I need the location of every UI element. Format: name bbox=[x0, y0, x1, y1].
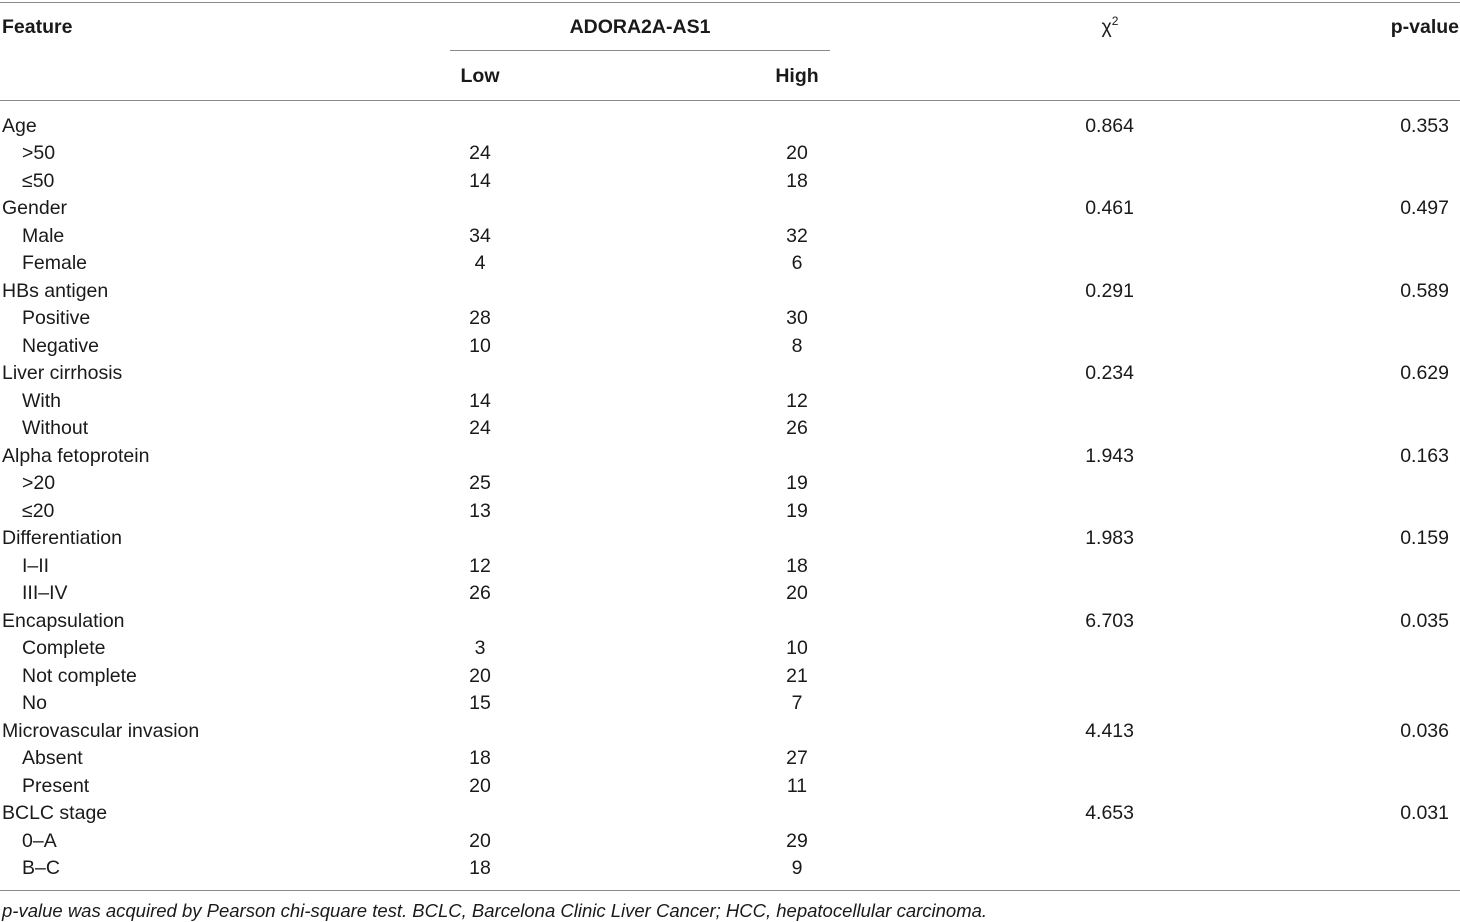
table-row bbox=[0, 470, 1460, 498]
top-rule bbox=[0, 2, 1460, 3]
row-feature: Absent bbox=[22, 747, 83, 769]
row-low-count: 3 bbox=[474, 637, 486, 659]
row-chi-square: 0.291 bbox=[1085, 279, 1134, 302]
row-high-count: 9 bbox=[791, 857, 803, 879]
row-feature: No bbox=[22, 692, 47, 714]
row-feature: Encapsulation bbox=[2, 609, 125, 632]
row-feature: >50 bbox=[22, 142, 56, 164]
row-low-count: 26 bbox=[469, 582, 491, 604]
table-row bbox=[0, 690, 1460, 718]
row-feature: I–II bbox=[22, 554, 50, 577]
row-high-count: 8 bbox=[791, 334, 803, 357]
row-high-count: 18 bbox=[786, 554, 808, 577]
row-feature: BCLC stage bbox=[2, 802, 108, 824]
group-rule bbox=[450, 50, 830, 51]
row-high-count: 7 bbox=[791, 692, 803, 714]
table-row bbox=[0, 443, 1460, 471]
table-row bbox=[0, 113, 1460, 141]
row-pvalue: 0.035 bbox=[1400, 609, 1449, 632]
row-chi-square: 0.234 bbox=[1085, 362, 1134, 384]
row-chi-square: 0.864 bbox=[1085, 114, 1134, 137]
table-row bbox=[0, 415, 1460, 443]
row-feature: >20 bbox=[22, 472, 56, 494]
header-high: High bbox=[775, 65, 819, 87]
table-row bbox=[0, 608, 1460, 636]
row-pvalue: 0.629 bbox=[1400, 362, 1449, 384]
row-feature: Gender bbox=[2, 197, 68, 219]
table-row bbox=[0, 140, 1460, 168]
header-pvalue: p-value bbox=[1390, 16, 1459, 38]
row-chi-square: 1.983 bbox=[1085, 527, 1134, 549]
row-low-count: 20 bbox=[469, 829, 491, 852]
table-row bbox=[0, 333, 1460, 361]
row-chi-square: 4.653 bbox=[1085, 802, 1134, 824]
row-chi-square: 6.703 bbox=[1085, 609, 1134, 632]
row-pvalue: 0.036 bbox=[1400, 719, 1449, 742]
header-rule bbox=[0, 100, 1460, 101]
row-low-count: 20 bbox=[469, 664, 491, 687]
row-low-count: 10 bbox=[469, 334, 491, 357]
header-chi-square bbox=[1060, 15, 1160, 39]
row-feature: B–C bbox=[22, 857, 60, 879]
row-low-count: 25 bbox=[469, 472, 491, 494]
row-high-count: 20 bbox=[786, 582, 808, 604]
row-high-count: 20 bbox=[786, 142, 808, 164]
table-row bbox=[0, 525, 1460, 553]
bottom-rule bbox=[0, 890, 1460, 891]
table-row bbox=[0, 278, 1460, 306]
table-row bbox=[0, 635, 1460, 663]
row-feature: Without bbox=[22, 417, 89, 439]
row-low-count: 28 bbox=[469, 307, 491, 329]
row-low-count: 18 bbox=[469, 857, 491, 879]
row-pvalue: 0.159 bbox=[1400, 527, 1449, 549]
row-high-count: 30 bbox=[786, 307, 808, 329]
row-high-count: 18 bbox=[786, 169, 808, 192]
table-row bbox=[0, 168, 1460, 196]
row-high-count: 19 bbox=[786, 472, 808, 494]
header-feature: Feature bbox=[2, 16, 73, 38]
row-chi-square: 4.413 bbox=[1085, 719, 1134, 742]
row-high-count: 21 bbox=[786, 664, 808, 687]
table-row bbox=[0, 828, 1460, 856]
row-pvalue: 0.497 bbox=[1400, 197, 1449, 219]
row-low-count: 14 bbox=[469, 169, 491, 192]
row-low-count: 34 bbox=[469, 224, 491, 247]
table-row bbox=[0, 773, 1460, 801]
row-feature: Liver cirrhosis bbox=[2, 362, 123, 384]
table-row bbox=[0, 360, 1460, 388]
header-low: Low bbox=[460, 65, 500, 87]
row-low-count: 24 bbox=[469, 417, 491, 439]
row-feature: Negative bbox=[22, 334, 99, 357]
row-high-count: 11 bbox=[786, 774, 808, 797]
row-feature: Female bbox=[22, 252, 88, 274]
row-low-count: 24 bbox=[469, 142, 491, 164]
row-low-count: 12 bbox=[469, 554, 491, 577]
row-feature: Complete bbox=[22, 637, 106, 659]
row-feature: HBs antigen bbox=[2, 279, 109, 302]
row-high-count: 10 bbox=[786, 637, 808, 659]
table-row bbox=[0, 663, 1460, 691]
table-row bbox=[0, 223, 1460, 251]
table-row bbox=[0, 745, 1460, 773]
row-low-count: 20 bbox=[469, 774, 491, 797]
row-feature: Not complete bbox=[22, 664, 137, 687]
row-high-count: 26 bbox=[786, 417, 808, 439]
row-feature: Positive bbox=[22, 307, 91, 329]
table-row bbox=[0, 250, 1460, 278]
table-row bbox=[0, 498, 1460, 526]
table-row bbox=[0, 305, 1460, 333]
row-low-count: 18 bbox=[469, 747, 491, 769]
row-low-count: 13 bbox=[469, 499, 491, 522]
row-low-count: 15 bbox=[469, 692, 491, 714]
row-high-count: 12 bbox=[786, 389, 808, 412]
row-high-count: 19 bbox=[786, 499, 808, 522]
row-feature: ≤50 bbox=[22, 169, 55, 192]
row-feature: 0–A bbox=[22, 829, 57, 852]
table-footnote: p-value was acquired by Pearson chi-square test. BCLC, Barcelona Clinic Liver Cancer; HCC, hepatocellular carcinoma. bbox=[2, 900, 988, 921]
table-row bbox=[0, 388, 1460, 416]
row-feature: Age bbox=[2, 114, 37, 137]
table-row bbox=[0, 855, 1460, 883]
row-high-count: 29 bbox=[786, 829, 808, 852]
table-row bbox=[0, 195, 1460, 223]
row-low-count: 4 bbox=[474, 252, 486, 274]
chi-superscript: 2 bbox=[1111, 14, 1119, 28]
row-chi-square: 0.461 bbox=[1085, 197, 1134, 219]
row-feature: III–IV bbox=[22, 582, 68, 604]
row-feature: Microvascular invasion bbox=[2, 719, 200, 742]
row-chi-square: 1.943 bbox=[1085, 444, 1134, 467]
row-feature: Present bbox=[22, 774, 90, 797]
row-high-count: 32 bbox=[786, 224, 808, 247]
chi-symbol: χ bbox=[1101, 16, 1112, 38]
table-row bbox=[0, 553, 1460, 581]
row-feature: Male bbox=[22, 224, 65, 247]
row-feature: ≤20 bbox=[22, 499, 55, 522]
row-high-count: 27 bbox=[786, 747, 808, 769]
table-row bbox=[0, 718, 1460, 746]
row-pvalue: 0.589 bbox=[1400, 279, 1449, 302]
row-feature: Alpha fetoprotein bbox=[2, 444, 150, 467]
row-high-count: 6 bbox=[791, 252, 803, 274]
table-row bbox=[0, 580, 1460, 608]
header-group: ADORA2A-AS1 bbox=[569, 16, 711, 38]
row-pvalue: 0.031 bbox=[1400, 802, 1449, 824]
row-feature: With bbox=[22, 389, 61, 412]
row-low-count: 14 bbox=[469, 389, 491, 412]
table-row bbox=[0, 800, 1460, 828]
row-pvalue: 0.163 bbox=[1400, 444, 1449, 467]
row-pvalue: 0.353 bbox=[1400, 114, 1449, 137]
row-feature: Differentiation bbox=[2, 527, 122, 549]
